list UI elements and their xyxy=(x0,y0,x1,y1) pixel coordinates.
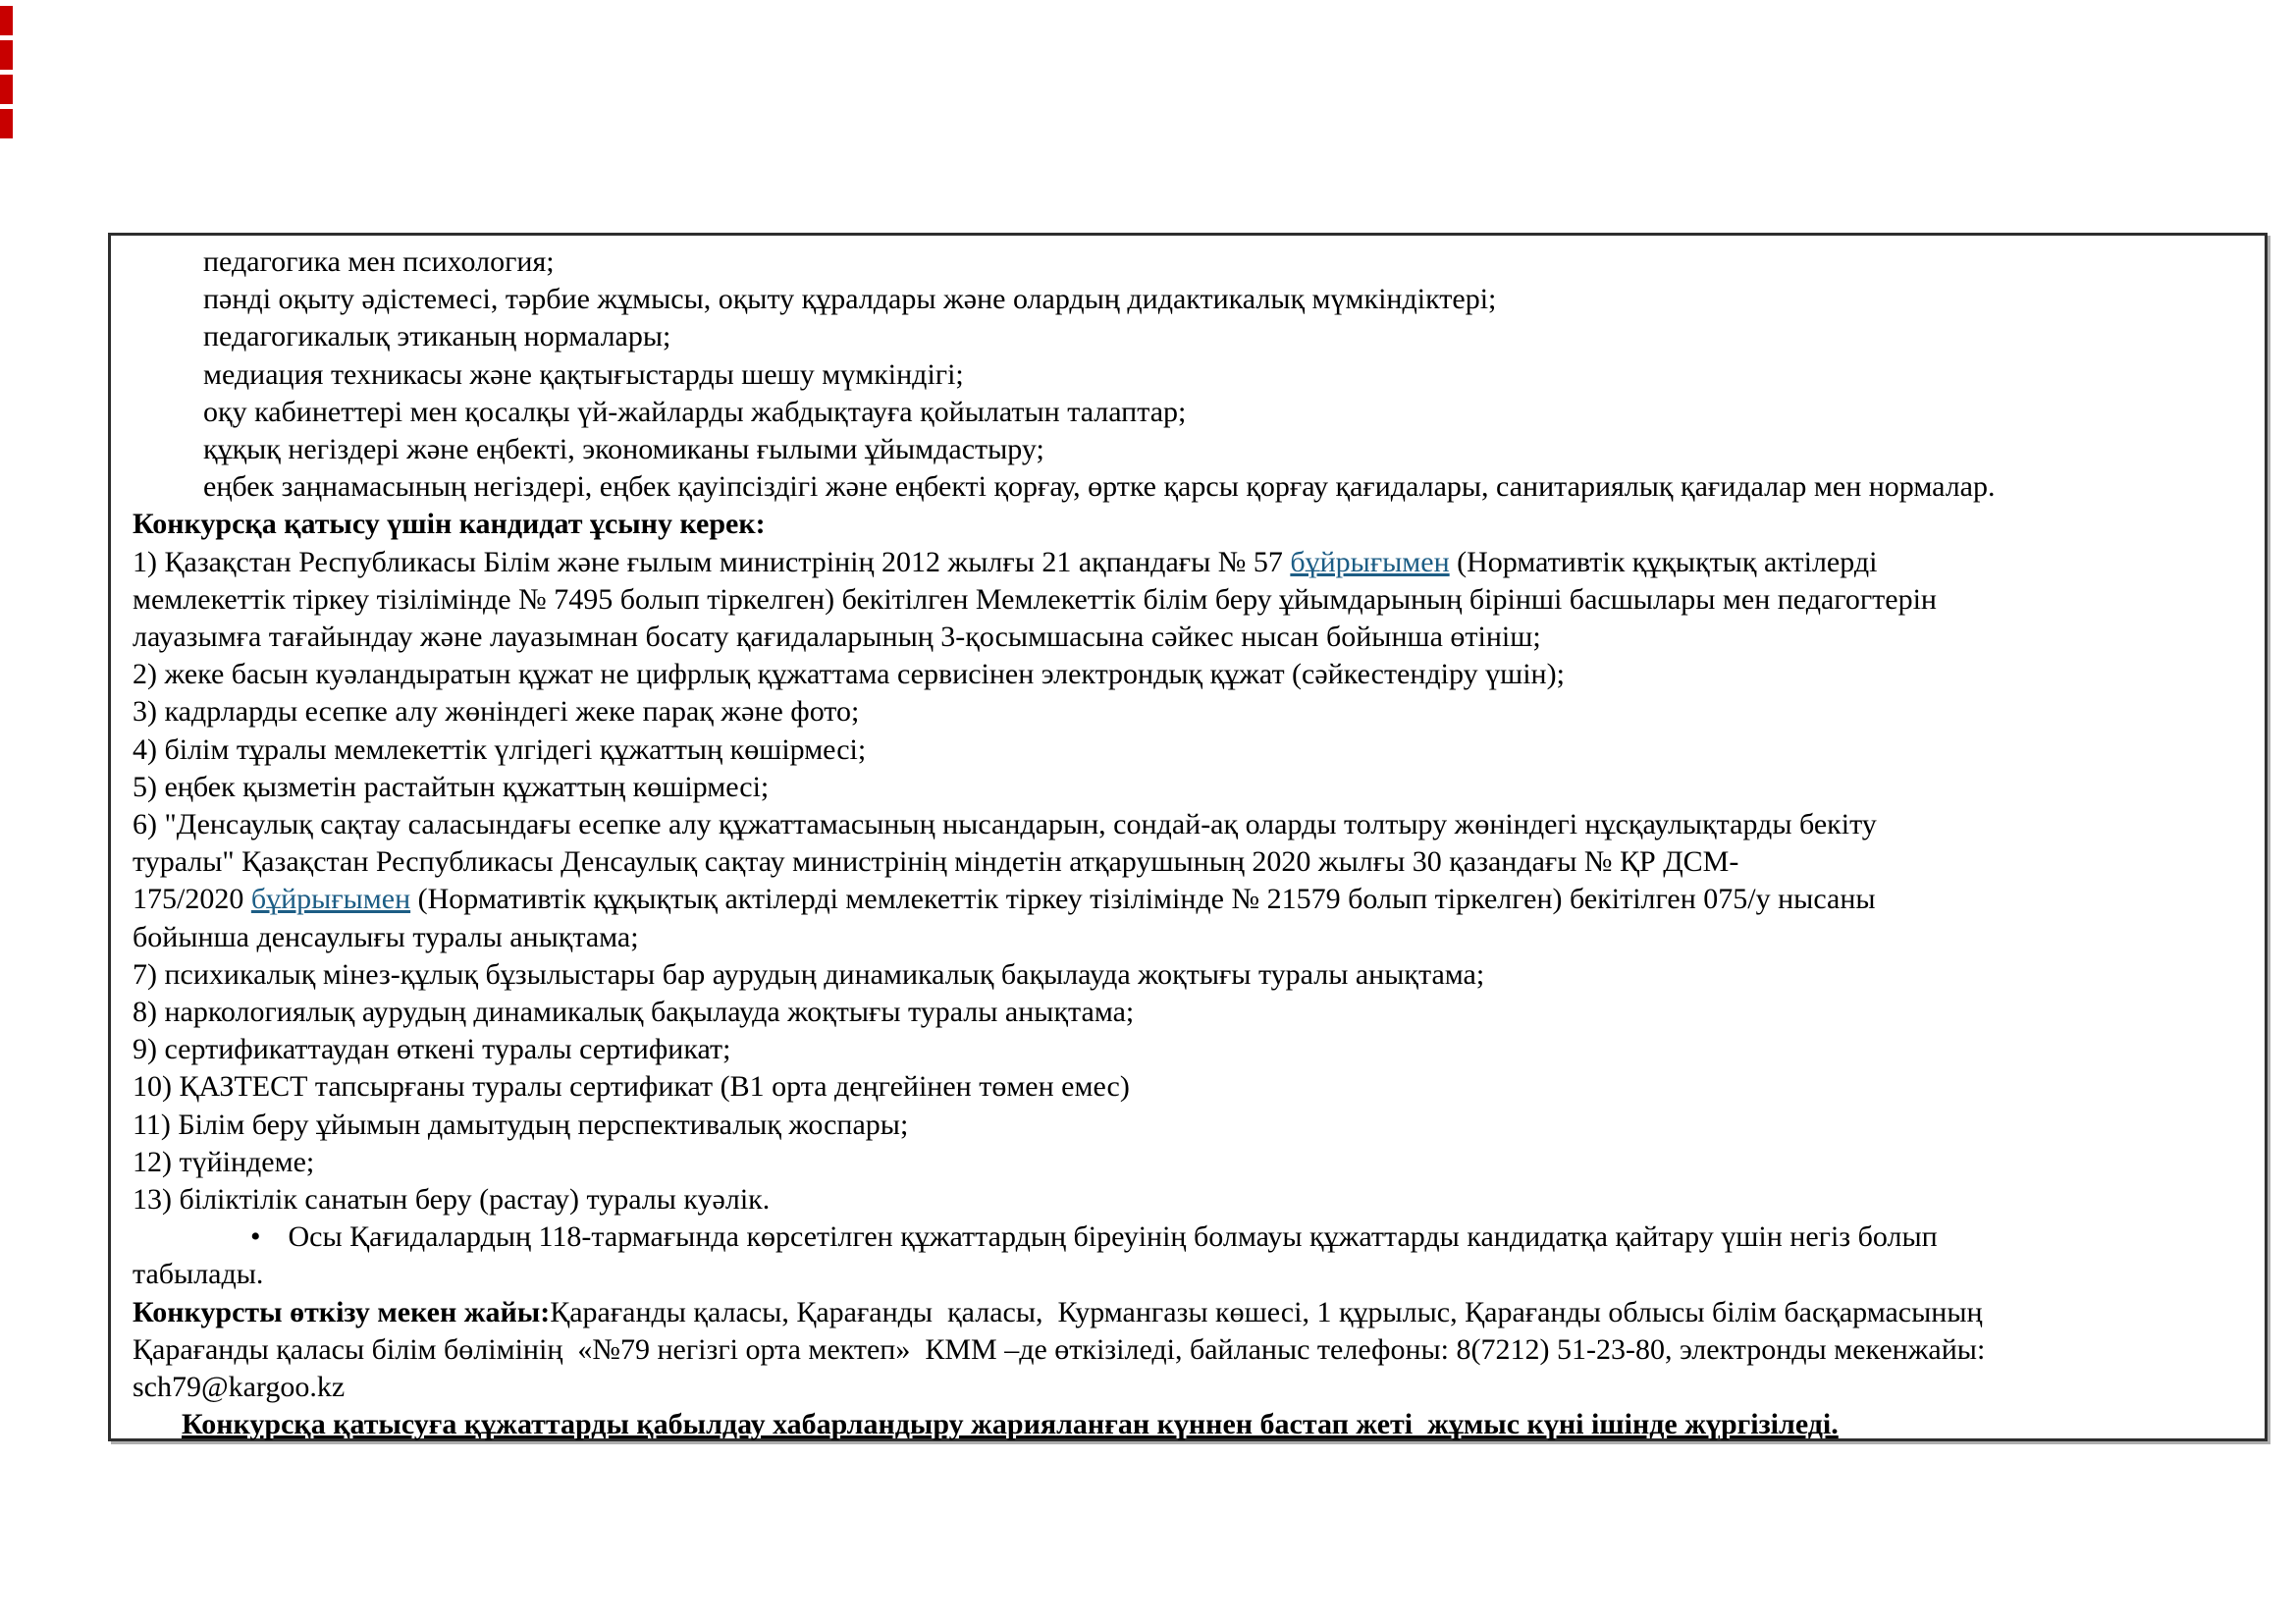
text-line xyxy=(133,656,2249,693)
text-line xyxy=(133,431,2249,468)
red-edge-mark xyxy=(0,75,13,104)
text-line xyxy=(133,693,2249,731)
order-hyperlink[interactable]: бұйрығымен xyxy=(1290,545,1450,578)
text-segment: 13) біліктілік санатын беру (растау) туралы куәлік. xyxy=(133,1183,771,1217)
text-segment: құқық негіздері және еңбекті, экономиканы ғылыми ұйымдастыру; xyxy=(203,433,1044,466)
text-line xyxy=(133,544,2249,581)
text-line xyxy=(133,468,2249,506)
text-line xyxy=(133,394,2249,431)
text-segment: 12) түйіндеме; xyxy=(133,1145,315,1178)
text-line xyxy=(133,356,2249,394)
text-line xyxy=(133,881,2249,918)
text-segment: 6) "Денсаулық сақтау саласындағы есепке алу құжаттамасының нысандарын, сондай-ақ оларды толтыру жөніндегі нұсқаулықтарды бекіту xyxy=(133,808,1877,841)
text-segment: бойынша денсаулығы туралы анықтама; xyxy=(133,920,639,953)
red-edge-mark xyxy=(0,6,13,35)
text-line xyxy=(133,1294,2249,1331)
text-line xyxy=(133,769,2249,806)
text-line xyxy=(133,281,2249,318)
text-line xyxy=(133,619,2249,656)
text-segment: лауазымға тағайындау және лауазымнан босату қағидаларының 3-қосымшасына сәйкес нысан бойынша өтініш; xyxy=(133,621,1541,654)
text-segment: Қарағанды қаласы білім бөлімінің «№79 негізгі орта мектеп» КММ –де өткізіледі, байланыс телефоны: 8(7212) 51-23-80, электронды мекенжайы: xyxy=(133,1332,1986,1366)
text-segment: 11) Білім беру ұйымын дамытудың перспективалық жоспары; xyxy=(133,1108,909,1141)
bold-text: Конкурсқа қатысу үшін кандидат ұсыну керек: xyxy=(133,508,766,541)
red-edge-mark xyxy=(0,40,13,70)
text-line xyxy=(133,843,2249,881)
text-line xyxy=(133,1256,2249,1293)
text-segment: Осы Қағидалардың 118-тармағында көрсетілген құжаттардың біреуінің болмауы құжаттарды кандидатқа қайтару үшін негіз болып xyxy=(288,1220,1938,1254)
text-segment: 8) наркологиялық аурудың динамикалық бақылауда жоқтығы туралы анықтама; xyxy=(133,996,1135,1029)
text-segment: (Нормативтік құқықтық актілерді xyxy=(1449,545,1878,578)
text-segment: педагогика мен психология; xyxy=(203,245,555,278)
text-line xyxy=(133,318,2249,355)
text-line xyxy=(133,1406,2249,1443)
text-line xyxy=(133,1218,2249,1256)
text-segment: 1) Қазақстан Республикасы Білім және ғылым министрінің 2012 жылғы 21 ақпандағы № 57 xyxy=(133,545,1291,578)
text-line xyxy=(133,994,2249,1031)
text-segment: еңбек заңнамасының негіздері, еңбек қауіпсіздігі және еңбекті қорғау, өртке қарсы қорғау қағидалары, санитариялық қағидалар мен нормалар. xyxy=(203,470,1996,504)
text-segment: педагогикалық этиканың нормалары; xyxy=(203,320,671,353)
text-segment: sch79@kargoo.kz xyxy=(133,1371,346,1404)
text-segment: туралы" Қазақстан Республикасы Денсаулық сақтау министрінің міндетін атқарушының 2020 жылғы 30 қазандағы № ҚР ДСМ- xyxy=(133,845,1739,879)
text-segment: 5) еңбек қызметін растайтын құжаттың көшірмесі; xyxy=(133,770,770,803)
text-line xyxy=(133,919,2249,956)
text-segment: 4) білім тұралы мемлекеттік үлгідегі құжаттың көшірмесі; xyxy=(133,732,867,766)
text-segment: (Нормативтік құқықтық актілерді мемлекеттік тіркеу тізілімінде № 21579 болып тіркелген) бекітілген 075/у нысаны xyxy=(410,883,1876,916)
text-line xyxy=(133,581,2249,619)
text-line xyxy=(133,506,2249,543)
text-segment: табылады. xyxy=(133,1258,264,1291)
text-segment: 9) сертификаттаудан өткені туралы сертификат; xyxy=(133,1033,731,1066)
text-line xyxy=(133,1068,2249,1106)
text-line xyxy=(133,1181,2249,1218)
text-line xyxy=(133,1031,2249,1068)
red-edge-mark xyxy=(0,109,13,138)
document-page-border xyxy=(108,233,2268,1441)
text-line xyxy=(133,731,2249,769)
text-line xyxy=(133,1107,2249,1144)
text-segment: 175/2020 xyxy=(133,883,251,916)
order-hyperlink[interactable]: бұйрығымен xyxy=(250,883,411,916)
text-segment: медиация техникасы және қақтығыстарды шешу мүмкіндігі; xyxy=(203,357,964,391)
text-line xyxy=(133,1144,2249,1181)
text-segment: 10) ҚАЗТЕСТ тапсырғаны туралы сертификат (В1 орта деңгейінен төмен емес) xyxy=(133,1070,1130,1104)
text-line xyxy=(133,244,2249,281)
text-line xyxy=(133,1331,2249,1369)
bullet-icon: • xyxy=(250,1220,261,1254)
text-segment: мемлекеттік тіркеу тізілімінде № 7495 болып тіркелген) бекітілген Мемлекеттік білім беру ұйымдарының бірінші басшылары мен педагогтерін xyxy=(133,582,1937,616)
text-segment: 3) кадрларды есепке алу жөніндегі жеке парақ және фото; xyxy=(133,695,860,729)
text-segment: пәнді оқыту әдістемесі, тәрбие жұмысы, оқыту құралдары және олардың дидактикалық мүмкіндіктері; xyxy=(203,283,1497,316)
text-line xyxy=(133,806,2249,843)
text-line xyxy=(133,956,2249,994)
bold-text: Конкурсты өткізу мекен жайы: xyxy=(133,1295,551,1328)
text-segment: 7) психикалық мінез-құлық бұзылыстары бар аурудың динамикалық бақылауда жоқтығы туралы анықтама; xyxy=(133,957,1485,991)
text-line xyxy=(133,1369,2249,1406)
left-edge-red-marks xyxy=(0,6,14,143)
text-segment: оқу кабинеттері мен қосалқы үй-жайларды жабдықтауға қойылатын талаптар; xyxy=(203,395,1187,428)
text-segment: Қарағанды қаласы, Қарағанды қаласы, Курмангазы көшесі, 1 құрылыс, Қарағанды облысы білім басқармасының xyxy=(550,1295,1983,1328)
bold-underlined-text: Конкурсқа қатысуға құжаттарды қабылдау хабарландыру жарияланған күннен бастап жеті жұмыс күні ішінде жүргізіледі. xyxy=(182,1408,1839,1441)
text-segment: 2) жеке басын куәландыратын құжат не цифрлық құжаттама сервисінен электрондық құжат (сәйкестендіру үшін); xyxy=(133,658,1565,691)
